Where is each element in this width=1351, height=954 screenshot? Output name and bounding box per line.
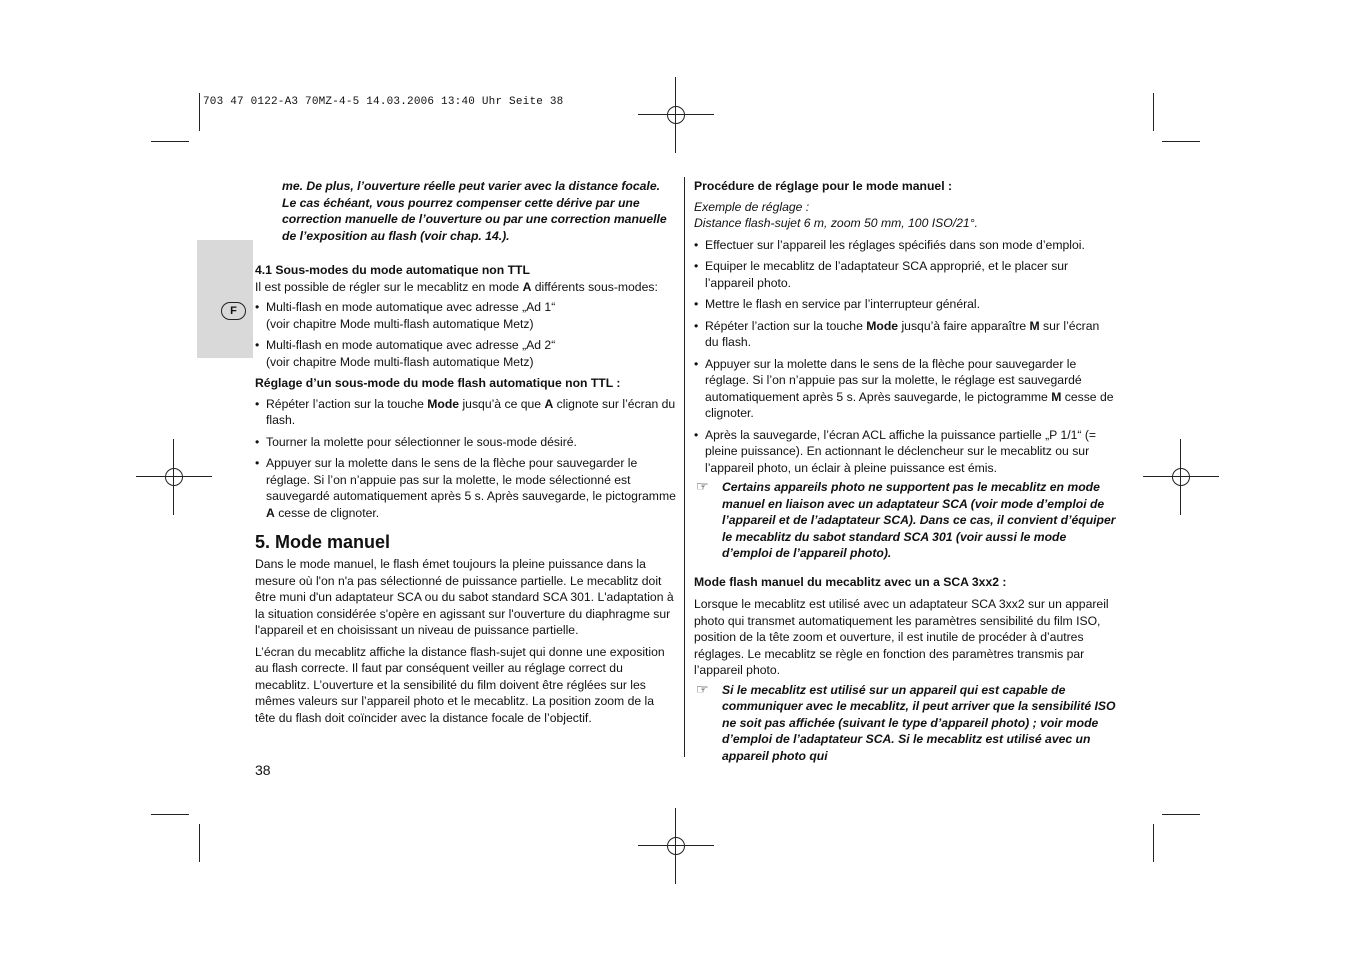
crop-mark <box>199 93 200 131</box>
note-block: ☞ Certains appareils photo ne supportent pas le mecablitz en mode manuel en liaison avec un adaptateur SCA (voir mode d’emploi de l’appareil et de l’adaptateur SCA). Dans ce cas, il convient d’équiper le mecablitz du sabot standard SCA 301 (voir aussi le mode d’emploi de l’appareil photo). <box>696 478 1116 560</box>
list-item: • Multi-flash en mode automatique avec adresse „Ad 1“ (voir chapitre Mode multi-flash automatique Metz) <box>255 300 556 331</box>
list-item: • Appuyer sur la molette dans le sens de la flèche pour sauvegarder le réglage. Si l’on n’appuie pas sur la molette, le mode sélectionné est sauvegardé automatiquement après 5 s. Après sauvegarde, le pictogramme A cesse de clignoter. <box>255 456 676 520</box>
paragraph: Lorsque le mecablitz est utilisé avec un adaptateur SCA 3xx2 sur un appareil photo qui transmet automatiquement les paramètres sensibilité du film ISO, position de la tête zoom et ouverture, il est inutile de procéder à d’autres réglages. Le mecablitz se règle en fonction des paramètres transmis par l’appareil photo. <box>694 597 1109 677</box>
paragraph: L’écran du mecablitz affiche la distance flash-sujet qui donne une exposition au flash correcte. Il faut par conséquent veiller au réglage correct du mecablitz. L’ouverture et la sensibilité du film doivent être réglées sur les mêmes valeurs sur l’appareil photo et le mecablitz. La position zoom de la tête du flash doit coïncider avec la distance focale de l’objectif. <box>255 644 665 725</box>
section-4-1-text: Il est possible de régler sur le mecablitz en mode A différents sous-modes: <box>255 279 658 294</box>
list-item: • Tourner la molette pour sélectionner le sous-mode désiré. <box>255 434 577 449</box>
print-header: 703 47 0122-A3 70MZ-4-5 14.03.2006 13:40 Uhr Seite 38 <box>203 96 564 108</box>
example-label: Exemple de réglage : <box>694 199 810 214</box>
pointing-hand-icon: ☞ <box>696 680 709 697</box>
crop-mark <box>1153 93 1154 131</box>
sca-heading: Mode flash manuel du mecablitz avec un a SCA 3xx2 : <box>694 574 1007 589</box>
intro-note: me. De plus, l’ouverture réelle peut varier avec la distance focale. Le cas échéant, vous pourrez compenser cette dérive par une correction manuelle de l’ouverture ou par une correction manuelle de l’exposition au flash (voir chap. 14.). <box>282 179 667 243</box>
crop-mark <box>151 814 189 815</box>
language-tab <box>197 240 253 358</box>
column-divider <box>684 177 685 757</box>
list-item: • Répéter l’action sur la touche Mode jusqu’à ce que A clignote sur l’écran du flash. <box>255 396 676 427</box>
language-badge: F <box>221 302 246 320</box>
right-column <box>694 178 1116 764</box>
list-item: • Equiper le mecablitz de l’adaptateur SCA approprié, et le placer sur l’appareil photo. <box>694 259 1069 290</box>
list-item: • Effectuer sur l’appareil les réglages spécifiés dans son mode d’emploi. <box>694 237 1085 252</box>
list-item: • Mettre le flash en service par l’interrupteur général. <box>694 297 981 311</box>
note-block: ☞ Si le mecablitz est utilisé sur un appareil qui est capable de communiquer avec le mecablitz, il peut arriver que la sensibilité ISO ne soit pas affichée (suivant le type d’appareil photo) ; voir mode d’emploi de l’adaptateur SCA. Si le mecablitz est utilisé avec un appareil photo qui <box>696 680 1116 763</box>
list-item: • Appuyer sur la molette dans le sens de la flèche pour sauvegarder le réglage. Si l’on n’appuie pas sur la molette, le réglage est sauvegardé automatiquement après 5 s. Après sauvegarde, le pictogramme M cesse de clignoter. <box>694 356 1114 420</box>
pointing-hand-icon: ☞ <box>696 478 709 494</box>
section-4-1-heading: 4.1 Sous-modes du mode automatique non TTL <box>255 263 530 277</box>
paragraph: Dans le mode manuel, le flash émet toujours la pleine puissance dans la mesure où l'on n'a pas sélectionné de puissance partielle. Le mecablitz doit être muni d'un adaptateur SCA ou du sabot standard SCA 301. L'adaptation à la situation considérée s'opère en agissant sur l'ouverture du diaphragme sur l'appareil et en choisissant un niveau de puissance partielle. <box>255 557 674 637</box>
crop-mark <box>1162 141 1200 142</box>
list-item: • Après la sauvegarde, l’écran ACL affiche la puissance partielle „P 1/1“ (= pleine puissance). En actionnant le déclencheur sur le mecablitz ou sur l’appareil photo, un éclair à pleine puissance est émis. <box>694 427 1097 475</box>
page-number: 38 <box>255 762 271 778</box>
crop-mark <box>1162 814 1200 815</box>
procedure-heading: Procédure de réglage pour le mode manuel : <box>694 179 953 193</box>
reglage-heading: Réglage d’un sous-mode du mode flash automatique non TTL : <box>255 376 621 390</box>
registration-mark <box>136 439 212 515</box>
list-item: • Répéter l’action sur la touche Mode jusqu’à faire apparaître M sur l’écran du flash. <box>694 318 1100 349</box>
crop-mark <box>1153 824 1154 862</box>
registration-mark <box>638 77 714 153</box>
left-column <box>255 178 677 726</box>
registration-mark <box>1143 439 1219 515</box>
list-item: • Multi-flash en mode automatique avec adresse „Ad 2“ (voir chapitre Mode multi-flash automatique Metz) <box>255 338 556 369</box>
example-text: Distance flash-sujet 6 m, zoom 50 mm, 100 ISO/21°. <box>694 216 978 230</box>
crop-mark <box>199 824 200 862</box>
section-5-heading: 5. Mode manuel <box>255 532 391 552</box>
registration-mark <box>638 808 714 884</box>
crop-mark <box>151 141 189 142</box>
